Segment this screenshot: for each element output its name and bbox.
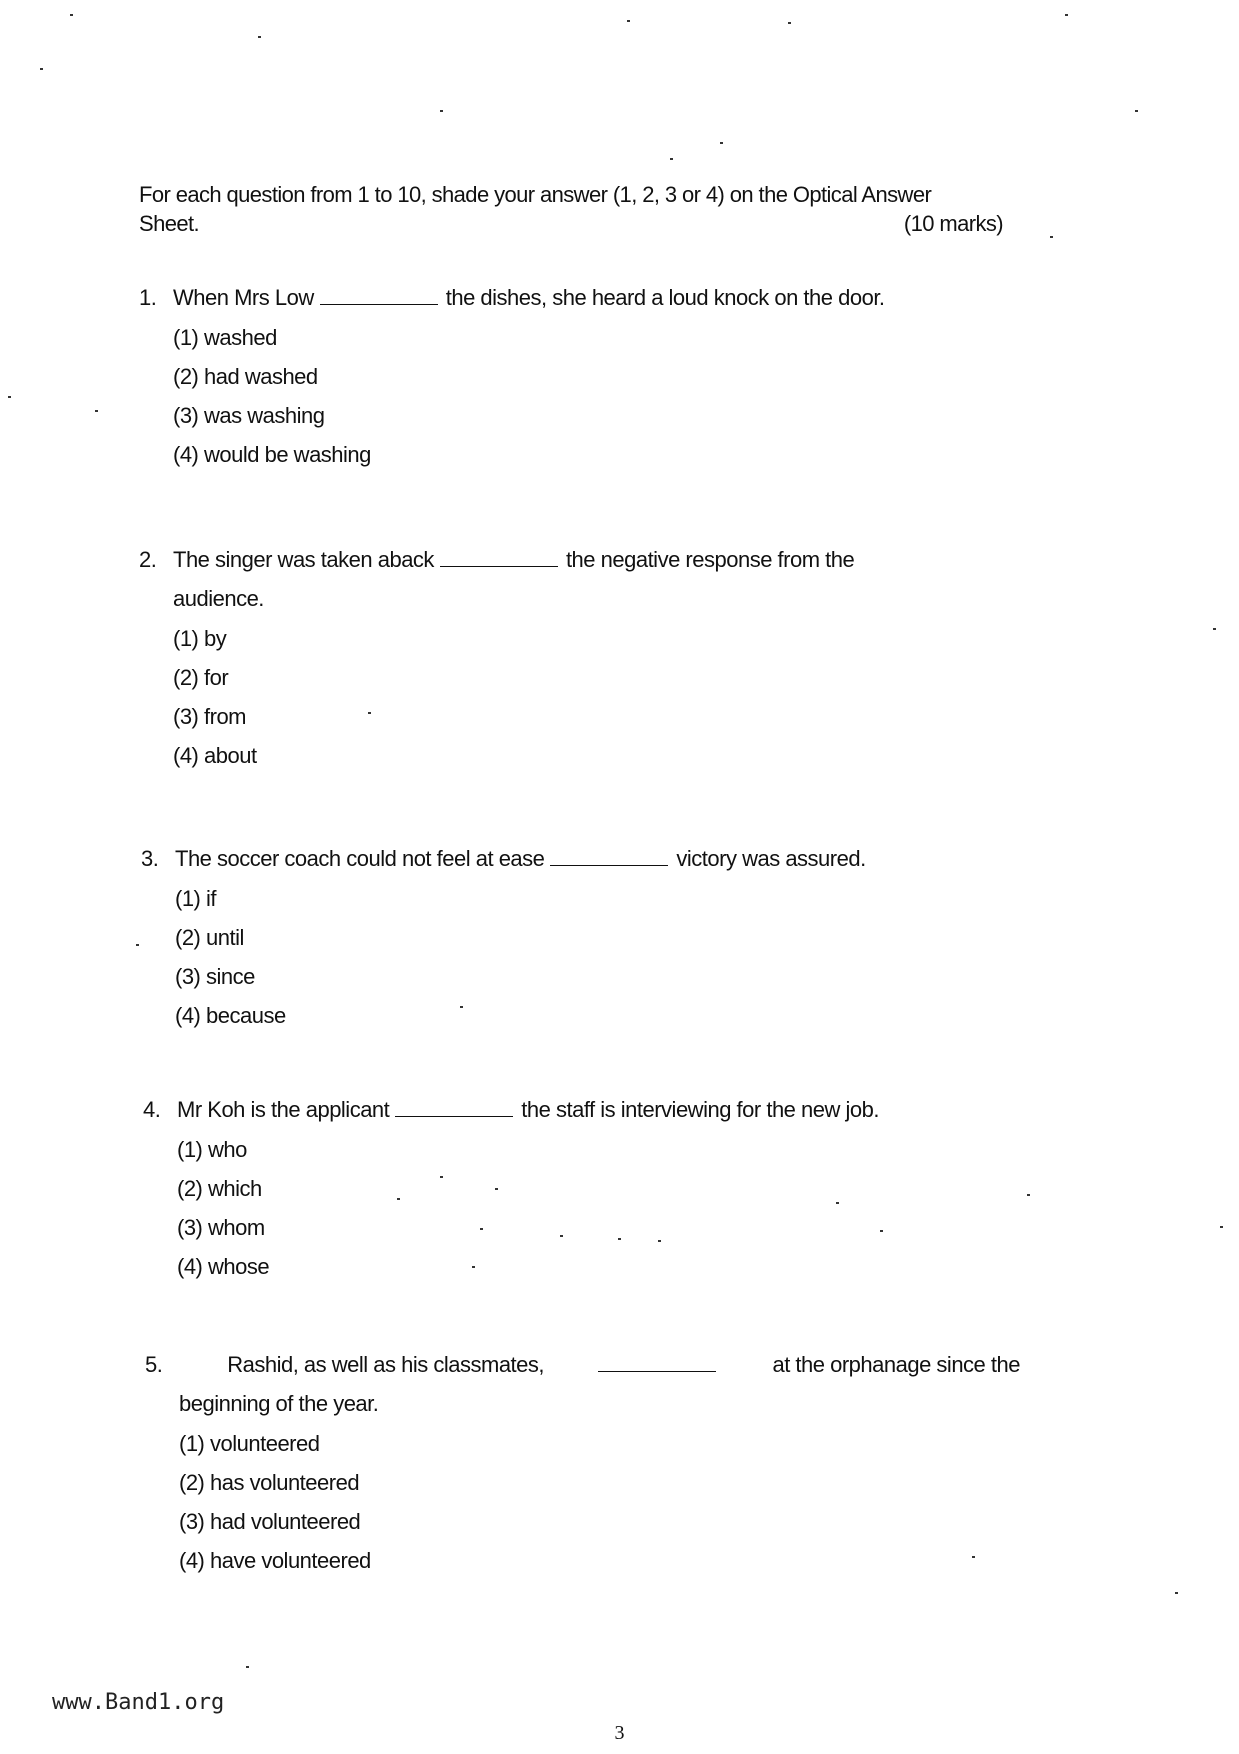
question-stem xyxy=(143,1097,879,1123)
scan-speck xyxy=(95,410,98,412)
stem-before: When Mrs Low xyxy=(173,285,314,310)
question-stem xyxy=(141,846,866,872)
option-4: (4) because xyxy=(175,1003,286,1028)
question-number: 1. xyxy=(139,285,157,310)
instructions xyxy=(139,180,1003,238)
answer-blank xyxy=(395,1098,513,1117)
option-1: (1) who xyxy=(177,1137,247,1162)
question-number: 5. xyxy=(145,1352,163,1377)
stem-continuation: audience. xyxy=(173,586,264,611)
scan-speck xyxy=(70,14,73,16)
option-list xyxy=(145,1432,1020,1573)
answer-blank xyxy=(598,1353,716,1372)
scan-speck xyxy=(136,944,139,946)
scan-speck xyxy=(1050,236,1053,238)
answer-blank xyxy=(550,847,668,866)
stem-after: victory was assured. xyxy=(676,846,866,871)
stem-after: at the orphanage since the xyxy=(772,1352,1020,1377)
scan-speck xyxy=(8,396,11,398)
option-list xyxy=(139,627,854,768)
question-number: 4. xyxy=(143,1097,161,1122)
scan-speck xyxy=(258,36,261,38)
question-number: 3. xyxy=(141,846,159,871)
option-list xyxy=(141,887,866,1028)
question-5 xyxy=(145,1352,1020,1573)
marks-label: (10 marks) xyxy=(903,211,1003,236)
option-2: (2) has volunteered xyxy=(179,1470,360,1495)
option-1: (1) by xyxy=(173,626,227,651)
stem-after: the negative response from the xyxy=(565,547,855,572)
scan-speck xyxy=(1027,1194,1030,1196)
scan-speck xyxy=(720,142,723,144)
question-stem xyxy=(145,1352,1020,1378)
stem-after: the staff is interviewing for the new job. xyxy=(521,1097,879,1122)
option-4: (4) have volunteered xyxy=(179,1548,371,1573)
page-number: 3 xyxy=(614,1722,625,1744)
question-1 xyxy=(139,285,885,467)
question-stem xyxy=(139,547,854,573)
option-2: (2) for xyxy=(173,665,229,690)
scan-speck xyxy=(670,158,673,160)
instructions-sheet: Sheet. xyxy=(139,211,200,236)
scan-speck xyxy=(880,1230,883,1232)
option-4: (4) would be washing xyxy=(173,442,371,467)
question-3 xyxy=(141,846,866,1028)
option-1: (1) if xyxy=(175,886,216,911)
option-3: (3) from xyxy=(173,704,246,729)
scan-speck xyxy=(1175,1592,1178,1594)
scan-speck xyxy=(1213,628,1216,630)
scan-speck xyxy=(246,1666,249,1668)
stem-before: The soccer coach could not feel at ease xyxy=(175,846,545,871)
scan-speck xyxy=(788,22,791,24)
option-2: (2) had washed xyxy=(173,364,318,389)
instructions-line: For each question from 1 to 10, shade your answer (1, 2, 3 or 4) on the Optical Answer xyxy=(139,182,932,207)
stem-before: Mr Koh is the applicant xyxy=(177,1097,390,1122)
scan-speck xyxy=(1220,1226,1223,1228)
stem-before: Rashid, as well as his classmates, xyxy=(227,1352,545,1377)
option-4: (4) whose xyxy=(177,1254,270,1279)
scan-speck xyxy=(1135,110,1138,112)
answer-blank xyxy=(320,286,438,305)
scan-speck xyxy=(627,20,630,22)
scan-speck xyxy=(1065,14,1068,16)
footer-url: www.Band1.org xyxy=(52,1690,225,1715)
option-2: (2) until xyxy=(175,925,244,950)
option-1: (1) washed xyxy=(173,325,277,350)
instructions-line2 xyxy=(139,209,1003,238)
option-list xyxy=(139,326,885,467)
scan-speck xyxy=(440,110,443,112)
option-1: (1) volunteered xyxy=(179,1431,320,1456)
question-4 xyxy=(143,1097,879,1279)
question-stem xyxy=(139,285,885,311)
scan-speck xyxy=(40,68,43,70)
answer-blank xyxy=(440,548,558,567)
stem-continuation: beginning of the year. xyxy=(179,1391,379,1416)
option-4: (4) about xyxy=(173,743,257,768)
option-3: (3) since xyxy=(175,964,255,989)
stem-before: The singer was taken aback xyxy=(173,547,434,572)
question-2 xyxy=(139,547,854,768)
option-list xyxy=(143,1138,879,1279)
stem-after: the dishes, she heard a loud knock on the door. xyxy=(445,285,885,310)
option-3: (3) whom xyxy=(177,1215,265,1240)
option-3: (3) had volunteered xyxy=(179,1509,361,1534)
option-2: (2) which xyxy=(177,1176,262,1201)
option-3: (3) was washing xyxy=(173,403,325,428)
question-number: 2. xyxy=(139,547,157,572)
